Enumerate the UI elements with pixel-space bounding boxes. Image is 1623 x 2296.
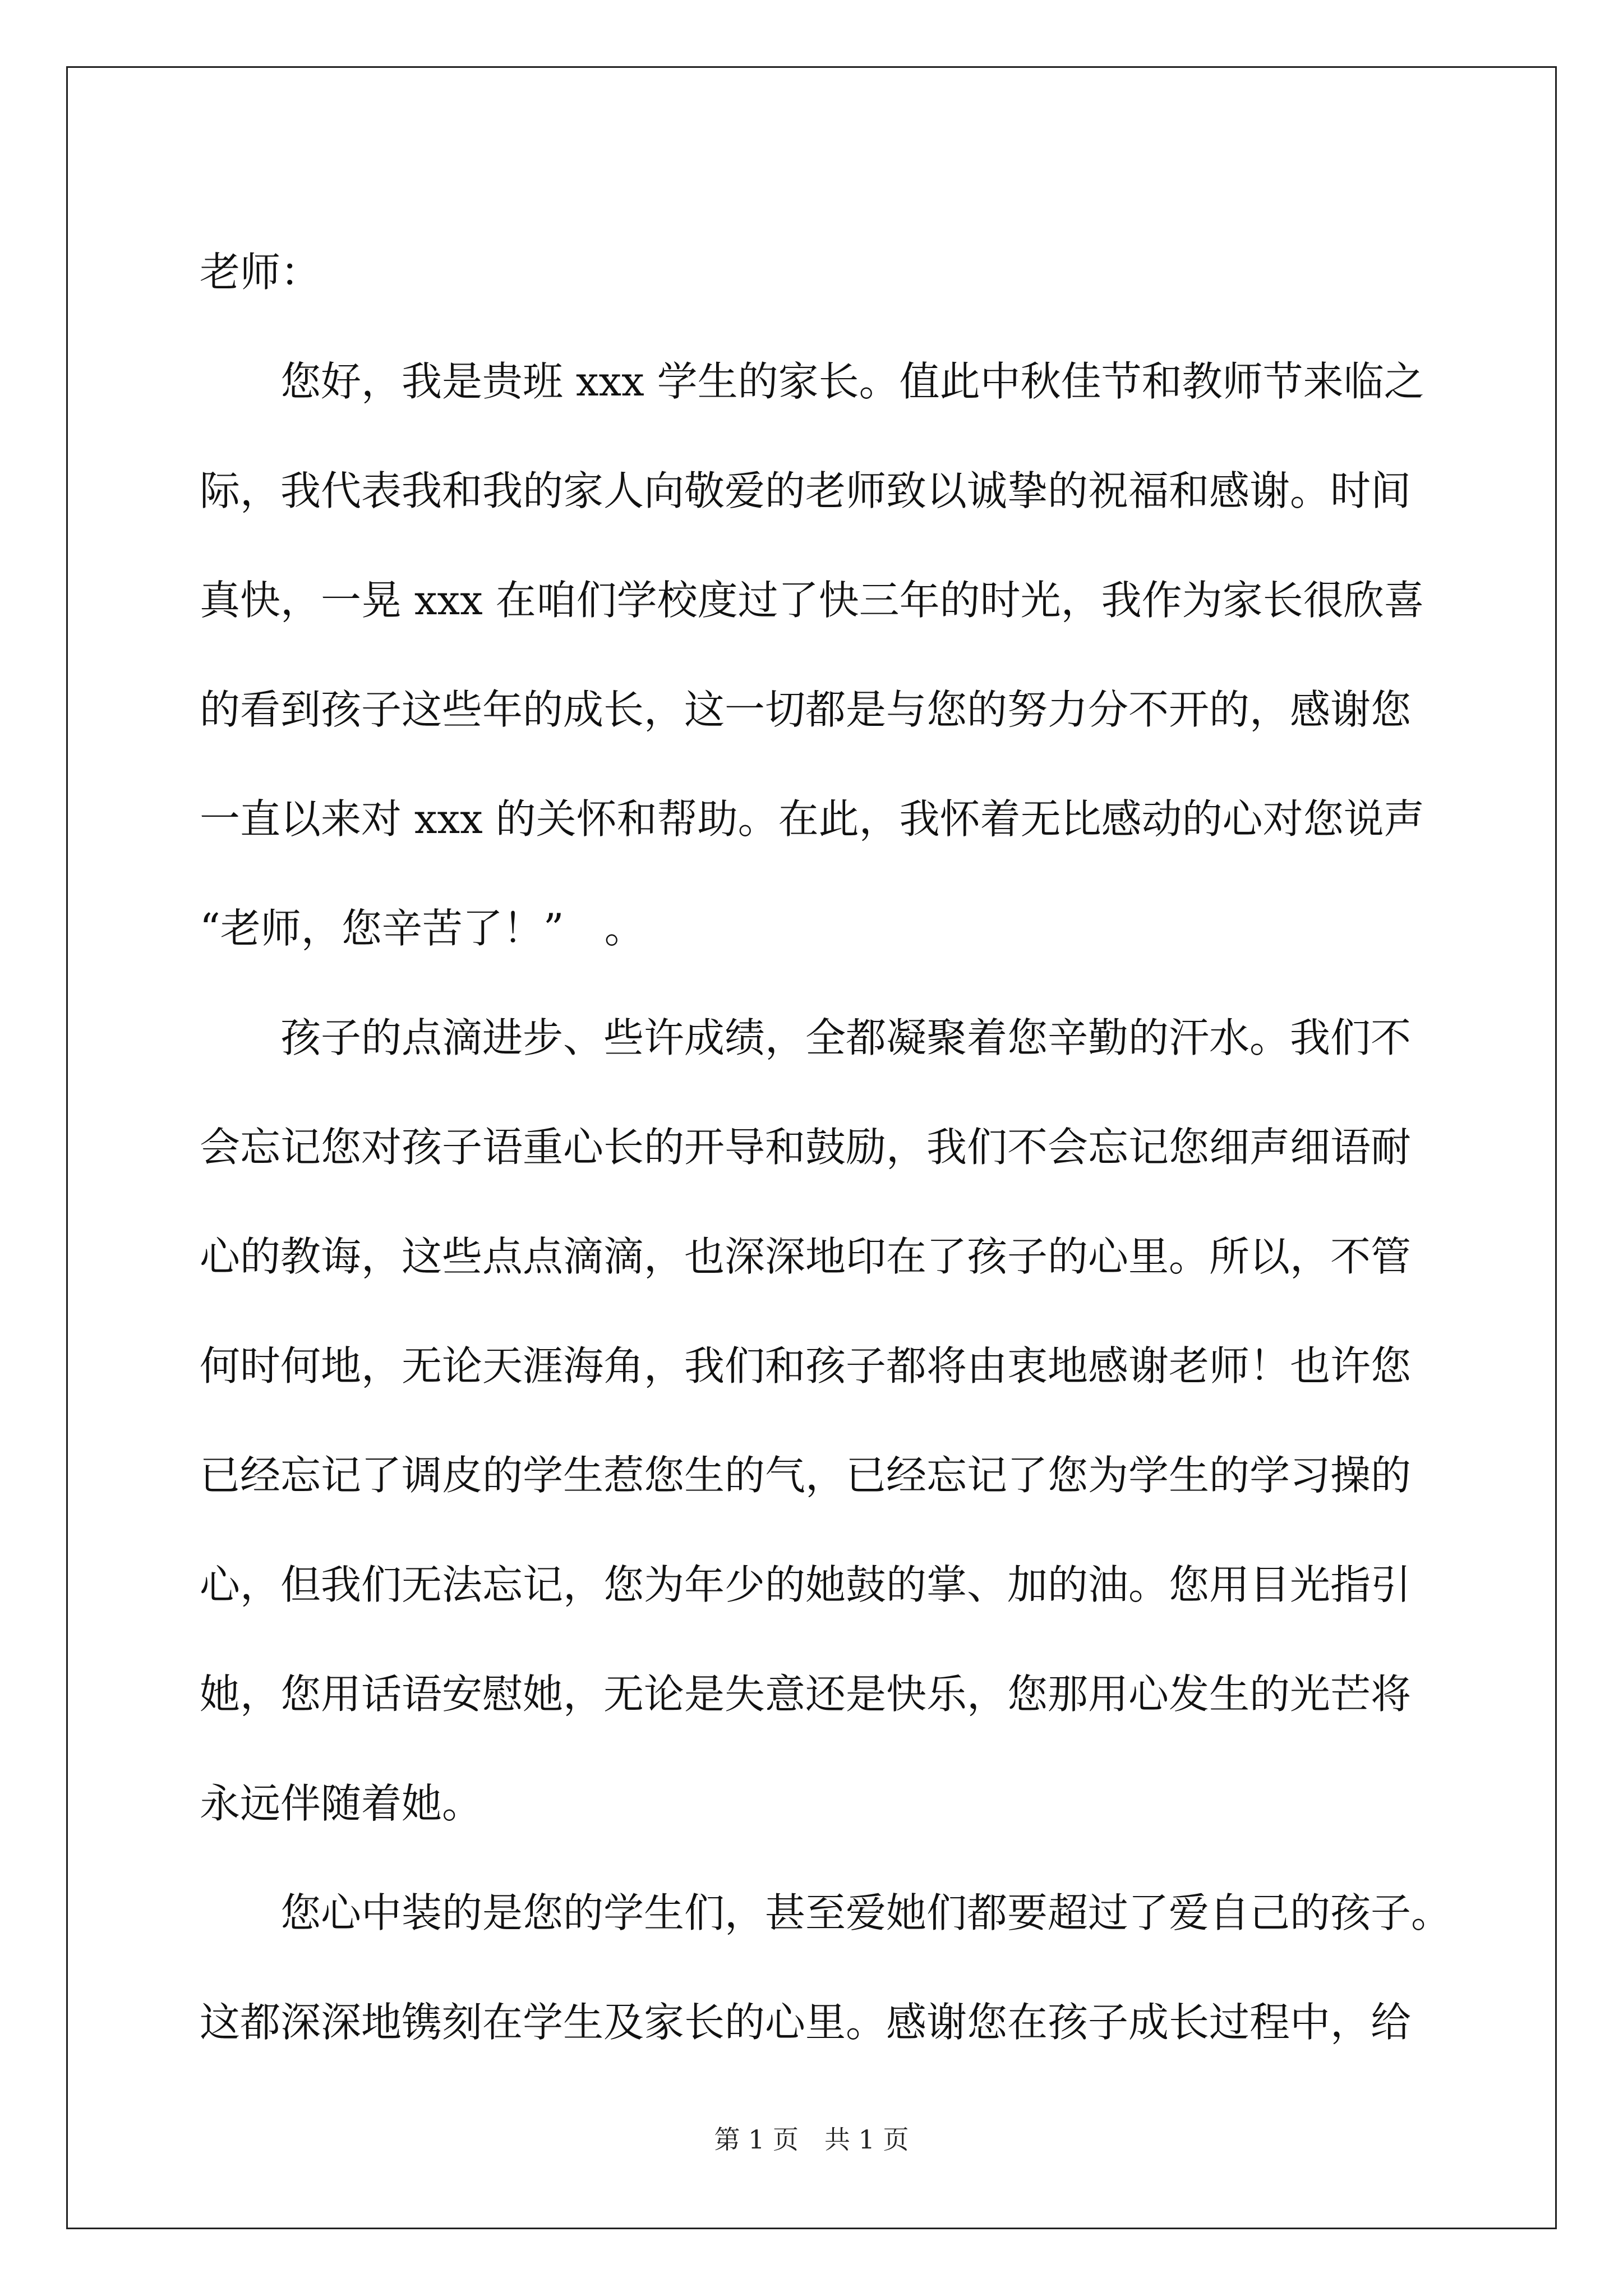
salutation: 老师： xyxy=(200,249,321,296)
paragraph-line: 这都深深地镌刻在学生及家长的心里。感谢您在孩子成长过程中，给 xyxy=(200,1999,1412,2046)
paragraph-line: 心，但我们无法忘记，您为年少的她鼓的掌、加的油。您用目光指引 xyxy=(200,1561,1412,1608)
paragraph-3 xyxy=(200,1858,1452,2077)
paragraph-2 xyxy=(200,983,1436,1858)
paragraph-line: 您心中装的是您的学生们，甚至爱她们都要超过了爱自己的孩子。 xyxy=(280,1889,1452,1936)
paragraph-line: 的看到孩子这些年的成长，这一切都是与您的努力分不开的，感谢您 xyxy=(200,686,1412,733)
paragraph-line: 真快，一晃 xxx 在咱们学校度过了快三年的时光，我作为家长很欣喜 xyxy=(200,577,1424,624)
paragraph-line: “老师，您辛苦了！” 。 xyxy=(200,905,645,952)
paragraph-line: 您好，我是贵班 xxx 学生的家长。值此中秋佳节和教师节来临之 xyxy=(280,358,1424,405)
page-footer xyxy=(0,2123,1623,2156)
paragraph-line: 孩子的点滴进步、些许成绩，全都凝聚着您辛勤的汗水。我们不 xyxy=(280,1014,1412,1061)
paragraph-line: 已经忘记了调皮的学生惹您生的气，已经忘记了您为学生的学习操的 xyxy=(200,1452,1412,1499)
paragraph-line: 何时何地，无论天涯海角，我们和孩子都将由衷地感谢老师！也许您 xyxy=(200,1342,1412,1389)
paragraph-line: 际，我代表我和我的家人向敬爱的老师致以诚挚的祝福和感谢。时间 xyxy=(200,467,1412,514)
paragraph-line: 会忘记您对孩子语重心长的开导和鼓励，我们不会忘记您细声细语耐 xyxy=(200,1124,1412,1171)
page-number-label: 第 1 页 共 1 页 xyxy=(714,2124,909,2155)
paragraph-line: 她，您用话语安慰她，无论是失意还是快乐，您那用心发生的光芒将 xyxy=(200,1671,1412,1718)
paragraph-line: 一直以来对 xxx 的关怀和帮助。在此，我怀着无比感动的心对您说声 xyxy=(200,795,1424,843)
paragraph-line: 心的教诲，这些点点滴滴，也深深地印在了孩子的心里。所以，不管 xyxy=(200,1233,1412,1280)
letter-body xyxy=(200,218,1452,2077)
paragraph-1 xyxy=(200,327,1436,983)
paragraph-line: 永远伴随着她。 xyxy=(200,1780,483,1827)
